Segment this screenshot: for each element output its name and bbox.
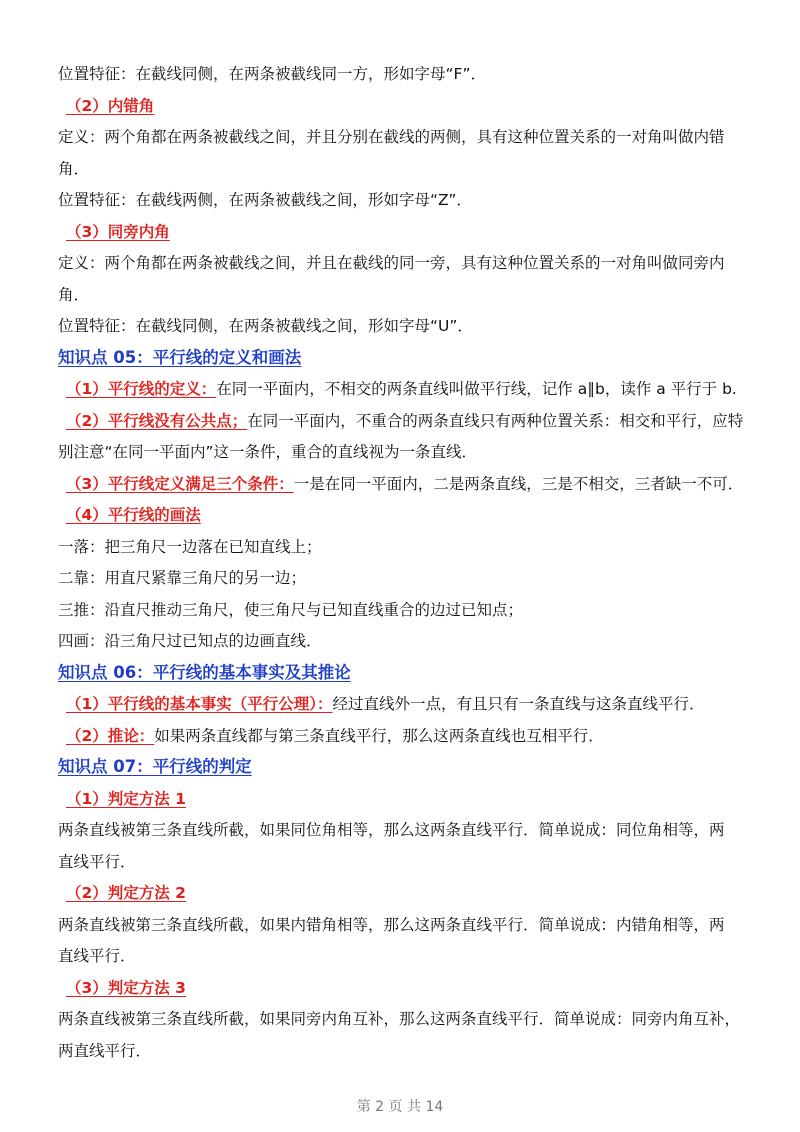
text-line	[58, 1040, 760, 1062]
text-line	[58, 914, 760, 936]
line-text: 位置特征：在截线两侧，在两条被截线之间，形如字母“Z”．	[58, 191, 472, 209]
title-text: 知识点 05：平行线的定义和画法	[58, 348, 302, 367]
text-line	[66, 410, 760, 432]
line-text: 两直线平行．	[58, 1042, 152, 1060]
heading-text: （3）同旁内角	[66, 223, 170, 241]
term-text: （1）平行线的定义：	[66, 380, 217, 398]
title-text: 知识点 06：平行线的基本事实及其推论	[58, 663, 351, 682]
line-text: 一落：把三角尺一边落在已知直线上；	[58, 538, 322, 556]
text-line	[66, 473, 760, 495]
line-text: 位置特征：在截线同侧，在两条被截线同一方，形如字母“F”．	[58, 65, 486, 83]
text-line	[66, 378, 760, 400]
text-line	[58, 284, 760, 306]
line-text: 二靠：用直尺紧靠三角尺的另一边；	[58, 569, 307, 587]
text-line	[58, 252, 760, 274]
section-heading	[66, 977, 760, 999]
line-text: 角．	[58, 286, 90, 304]
section-heading	[66, 788, 760, 810]
page-footer: 第 2 页 共 14	[356, 1099, 444, 1115]
line-text: 一是在同一平面内，二是两条直线，三是不相交，三者缺一不可．	[293, 475, 744, 493]
section-heading	[66, 882, 760, 904]
text-line	[58, 441, 760, 463]
knowledge-point-title	[58, 662, 760, 684]
text-line	[58, 819, 760, 841]
text-line	[58, 126, 760, 148]
text-line	[58, 1008, 760, 1030]
text-line	[66, 693, 760, 715]
text-line	[58, 158, 760, 180]
line-text: 角．	[58, 160, 90, 178]
text-line	[58, 599, 760, 621]
term-text: （2）推论：	[66, 727, 155, 745]
heading-text: （2）内错角	[66, 97, 155, 115]
heading-text: （3）判定方法 3	[66, 979, 186, 997]
line-text: 定义：两个角都在两条被截线之间，并且在截线的同一旁，具有这种位置关系的一对角叫做同旁内	[58, 254, 725, 272]
line-text: 位置特征：在截线同侧，在两条被截线之间，形如字母“U”．	[58, 317, 473, 335]
line-text: 两条直线被第三条直线所截，如果同旁内角互补，那么这两条直线平行．简单说成：同旁内角互补，	[58, 1010, 741, 1028]
knowledge-point-title	[58, 347, 760, 369]
term-text: （3）平行线定义满足三个条件：	[66, 475, 294, 493]
line-text: 经过直线外一点，有且只有一条直线与这条直线平行．	[332, 695, 705, 713]
text-line	[58, 851, 760, 873]
line-text: 两条直线被第三条直线所截，如果同位角相等，那么这两条直线平行．简单说成：同位角相等，两	[58, 821, 725, 839]
section-heading	[66, 221, 760, 243]
line-text: 如果两条直线都与第三条直线平行，那么这两条直线也互相平行．	[154, 727, 604, 745]
line-text: 直线平行．	[58, 853, 136, 871]
text-line	[58, 945, 760, 967]
text-line	[58, 536, 760, 558]
text-line	[58, 189, 760, 211]
line-text: 定义：两个角都在两条被截线之间，并且分别在截线的两侧，具有这种位置关系的一对角叫做内错	[58, 128, 725, 146]
section-heading	[66, 95, 760, 117]
knowledge-point-title	[58, 756, 760, 778]
heading-text: （2）判定方法 2	[66, 884, 186, 902]
line-text: 四画：沿三角尺过已知点的边画直线．	[58, 632, 322, 650]
line-text: 在同一平面内，不重合的两条直线只有两种位置关系：相交和平行，应特	[247, 412, 744, 430]
title-text: 知识点 07：平行线的判定	[58, 757, 252, 776]
line-text: 三推：沿直尺推动三角尺，使三角尺与已知直线重合的边过已知点；	[58, 601, 524, 619]
term-text: （2）平行线没有公共点；	[66, 412, 248, 430]
line-text: 直线平行．	[58, 947, 136, 965]
text-line	[58, 630, 760, 652]
text-line	[58, 315, 760, 337]
text-line	[58, 567, 760, 589]
heading-text: （4）平行线的画法	[66, 506, 201, 524]
term-text: （1）平行线的基本事实（平行公理）：	[66, 695, 333, 713]
line-text: 在同一平面内，不相交的两条直线叫做平行线，记作 a∥b，读作 a 平行于 b.	[216, 380, 737, 398]
text-line	[58, 63, 760, 85]
line-text: 别注意“在同一平面内”这一条件，重合的直线视为一条直线．	[58, 443, 478, 461]
heading-text: （1）判定方法 1	[66, 790, 186, 808]
section-heading	[66, 504, 760, 526]
line-text: 两条直线被第三条直线所截，如果内错角相等，那么这两条直线平行．简单说成：内错角相等，两	[58, 916, 725, 934]
text-line	[66, 725, 760, 747]
